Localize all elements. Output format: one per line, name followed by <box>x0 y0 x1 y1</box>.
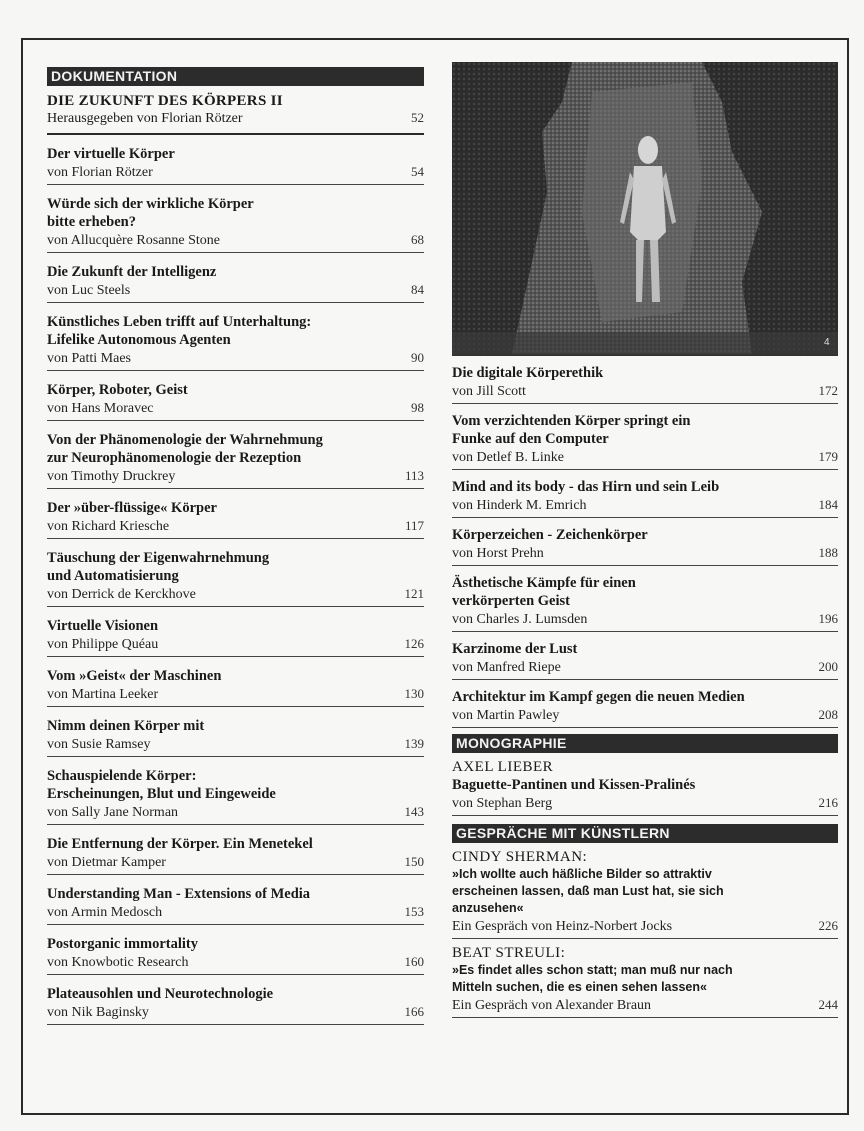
divider <box>452 1017 838 1018</box>
toc-entry-title: Von der Phänomenologie der Wahrnehmung zur Neurophänomenologie der Rezeption <box>47 432 323 466</box>
divider <box>47 874 424 875</box>
cover-photo <box>452 62 838 356</box>
toc-entry-page: 84 <box>411 282 424 297</box>
toc-entry <box>452 526 838 566</box>
toc-entry-page: 117 <box>404 518 424 533</box>
toc-entry-row <box>452 706 838 724</box>
toc-entry-page: 160 <box>404 954 424 969</box>
toc-entry <box>452 574 838 632</box>
toc-entry-title: Understanding Man - Extensions of Media <box>47 886 311 902</box>
toc-entry-row <box>47 685 424 703</box>
dossier-editor: Herausgegeben von Florian Rötzer <box>47 111 243 126</box>
divider <box>47 370 424 371</box>
toc-entry-author: von Timothy Druckrey <box>47 469 176 484</box>
toc-entry-title: Künstliches Leben trifft auf Unterhaltung: Lifelike Autonomous Agenten <box>47 314 312 348</box>
toc-entry-row <box>47 1003 424 1021</box>
interview-quote: »Ich wollte auch häßliche Bilder so attraktiv erscheinen lassen, daß man Lust hat, sie sich anzusehen« <box>452 867 724 915</box>
divider <box>47 924 424 925</box>
divider <box>47 1024 424 1025</box>
interview-page: 244 <box>818 997 838 1012</box>
toc-entry-page: 179 <box>818 449 838 464</box>
toc-entry-row <box>47 467 424 485</box>
toc-entry-author: von Sally Jane Norman <box>47 805 179 820</box>
interview-row <box>452 917 838 935</box>
divider <box>452 631 838 632</box>
toc-entry-page: 139 <box>404 736 424 751</box>
toc-entry-page: 54 <box>411 164 424 179</box>
toc-entry-author: von Martina Leeker <box>47 687 159 702</box>
dossier-page: 52 <box>411 110 424 125</box>
toc-entry-author: von Luc Steels <box>47 283 131 298</box>
toc-entry-title: Schauspielende Körper: Erscheinungen, Blut und Eingeweide <box>47 768 276 802</box>
toc-entry-page: 121 <box>404 586 424 601</box>
interview-page: 226 <box>818 918 838 933</box>
toc-entry-row <box>452 448 838 466</box>
toc-entry <box>47 431 424 489</box>
toc-entry-row <box>452 610 838 628</box>
toc-entry <box>47 885 424 925</box>
left-column <box>47 67 424 1025</box>
divider <box>47 184 424 185</box>
toc-entry <box>47 549 424 607</box>
interview-quote: »Es findet alles schon statt; man muß nur nach Mitteln suchen, die es einen sehen lassen« <box>452 963 733 994</box>
toc-entry-title: Postorganic immortality <box>47 936 199 952</box>
toc-entry <box>452 640 838 680</box>
toc-entry-row <box>452 382 838 400</box>
toc-entry-author: von Dietmar Kamper <box>47 855 166 870</box>
toc-entry-page: 90 <box>411 350 424 365</box>
toc-entry <box>47 835 424 875</box>
toc-entry-author: von Charles J. Lumsden <box>452 612 588 627</box>
toc-entry-row <box>47 281 424 299</box>
toc-entry-author: von Hans Moravec <box>47 401 154 416</box>
divider <box>47 420 424 421</box>
toc-entry-page: 196 <box>818 611 838 626</box>
section-header-monographie: MONOGRAPHIE <box>452 734 838 753</box>
right-column <box>452 62 838 1018</box>
divider <box>47 488 424 489</box>
toc-entry-author: von Richard Kriesche <box>47 519 170 534</box>
toc-entry <box>47 499 424 539</box>
toc-entry <box>452 364 838 404</box>
monographie-page: 216 <box>818 795 838 810</box>
toc-entry <box>47 263 424 303</box>
toc-entry <box>47 195 424 253</box>
toc-entry-title: Täuschung der Eigenwahrnehmung und Automatisierung <box>47 550 270 584</box>
toc-entry-page: 188 <box>818 545 838 560</box>
toc-entry-row <box>47 399 424 417</box>
interview-author: Ein Gespräch von Heinz-Norbert Jocks <box>452 919 673 934</box>
toc-entry <box>47 313 424 371</box>
divider <box>452 565 838 566</box>
toc-entry-row <box>47 735 424 753</box>
divider <box>452 938 838 939</box>
toc-entry-row <box>47 635 424 653</box>
toc-entry <box>452 478 838 518</box>
divider <box>47 974 424 975</box>
toc-entry-title: Würde sich der wirkliche Körper bitte erheben? <box>47 196 254 230</box>
toc-entry-author: von Jill Scott <box>452 384 526 399</box>
divider <box>452 727 838 728</box>
monographie-author: von Stephan Berg <box>452 796 553 811</box>
toc-entry-title: Der virtuelle Körper <box>47 146 175 162</box>
divider <box>452 403 838 404</box>
toc-entry <box>47 381 424 421</box>
toc-entry-title: Die digitale Körperethik <box>452 365 604 381</box>
toc-entry <box>47 985 424 1025</box>
toc-entry-page: 130 <box>404 686 424 701</box>
toc-entry-title: Ästhetische Kämpfe für einen verkörperten Geist <box>452 575 636 609</box>
toc-entry-title: Die Zukunft der Intelligenz <box>47 264 217 280</box>
monographie-artist: AXEL LIEBER <box>452 759 554 775</box>
toc-entry-title: Karzinome der Lust <box>452 641 578 657</box>
toc-entry-author: von Patti Maes <box>47 351 131 366</box>
left-entry-list <box>47 145 424 1025</box>
toc-entry-row <box>452 496 838 514</box>
toc-entry-author: von Philippe Quéau <box>47 637 159 652</box>
toc-entry-author: von Nik Baginsky <box>47 1005 149 1020</box>
toc-entry-row <box>47 803 424 821</box>
toc-entry-title: Vom verzichtenden Körper springt ein Funke auf den Computer <box>452 413 691 447</box>
toc-entry-page: 150 <box>404 854 424 869</box>
dossier-title: DIE ZUKUNFT DES KÖRPERS II <box>47 93 283 109</box>
divider <box>47 756 424 757</box>
divider <box>47 133 424 135</box>
toc-entry <box>47 617 424 657</box>
photo-mark: 4 <box>824 337 830 348</box>
toc-entry-title: Vom »Geist« der Maschinen <box>47 668 222 684</box>
toc-entry-author: von Horst Prehn <box>452 546 544 561</box>
toc-entry-author: von Manfred Riepe <box>452 660 561 675</box>
divider <box>47 706 424 707</box>
section-header-gespraeche: GESPRÄCHE MIT KÜNSTLERN <box>452 824 838 843</box>
toc-entry-page: 200 <box>818 659 838 674</box>
toc-entry-author: von Armin Medosch <box>47 905 163 920</box>
divider <box>47 656 424 657</box>
toc-entry-author: von Derrick de Kerckhove <box>47 587 196 602</box>
toc-entry-author: von Knowbotic Research <box>47 955 189 970</box>
divider <box>47 302 424 303</box>
toc-entry <box>47 667 424 707</box>
toc-entry-page: 166 <box>404 1004 424 1019</box>
toc-entry-page: 184 <box>818 497 838 512</box>
toc-entry <box>452 412 838 470</box>
section-header-dokumentation: DOKUMENTATION <box>47 67 424 86</box>
toc-entry-page: 68 <box>411 232 424 247</box>
interview-artist: BEAT STREULI: <box>452 945 566 961</box>
toc-entry-row <box>47 585 424 603</box>
toc-entry-page: 98 <box>411 400 424 415</box>
divider <box>452 679 838 680</box>
toc-entry-title: Nimm deinen Körper mit <box>47 718 205 734</box>
interview-list <box>452 849 838 1018</box>
toc-entry-author: von Allucquère Rosanne Stone <box>47 233 221 248</box>
toc-entry-title: Körper, Roboter, Geist <box>47 382 188 398</box>
interview-entry <box>452 849 838 939</box>
divider <box>47 606 424 607</box>
toc-entry-title: Virtuelle Visionen <box>47 618 159 634</box>
divider <box>47 252 424 253</box>
toc-entry-author: von Hinderk M. Emrich <box>452 498 587 513</box>
monographie-entry <box>452 794 838 816</box>
toc-entry-page: 153 <box>404 904 424 919</box>
toc-entry-row <box>452 658 838 676</box>
divider <box>452 815 838 816</box>
interview-artist: CINDY SHERMAN: <box>452 849 588 865</box>
toc-entry-title: Die Entfernung der Körper. Ein Menetekel <box>47 836 313 852</box>
toc-entry <box>452 688 838 728</box>
toc-entry-title: Mind and its body - das Hirn und sein Leib <box>452 479 720 495</box>
toc-entry <box>47 935 424 975</box>
toc-entry-row <box>47 231 424 249</box>
right-entry-list <box>452 364 838 728</box>
toc-entry-author: von Florian Rötzer <box>47 165 153 180</box>
toc-entry <box>47 145 424 185</box>
toc-entry <box>47 717 424 757</box>
interview-author: Ein Gespräch von Alexander Braun <box>452 998 652 1013</box>
toc-entry-page: 113 <box>404 468 424 483</box>
toc-entry-author: von Detlef B. Linke <box>452 450 564 465</box>
toc-entry-page: 126 <box>404 636 424 651</box>
divider <box>452 469 838 470</box>
toc-entry-page: 143 <box>404 804 424 819</box>
toc-entry-author: von Martin Pawley <box>452 708 560 723</box>
monographie-title: Baguette-Pantinen und Kissen-Pralinés <box>452 777 696 793</box>
toc-entry-title: Architektur im Kampf gegen die neuen Medien <box>452 689 745 705</box>
toc-entry-title: Körperzeichen - Zeichenkörper <box>452 527 648 543</box>
toc-entry-row <box>47 853 424 871</box>
toc-entry-row <box>47 953 424 971</box>
interview-row <box>452 996 838 1014</box>
toc-entry-row <box>47 349 424 367</box>
divider <box>47 538 424 539</box>
toc-entry-row <box>452 544 838 562</box>
toc-entry-row <box>47 903 424 921</box>
dossier-editor-row <box>47 110 424 127</box>
toc-entry-page: 208 <box>818 707 838 722</box>
photo-figure-image <box>452 62 838 354</box>
toc-entry <box>47 767 424 825</box>
interview-entry <box>452 945 838 1018</box>
divider <box>452 517 838 518</box>
toc-entry-page: 172 <box>818 383 838 398</box>
toc-entry-row <box>47 163 424 181</box>
toc-entry-row <box>47 517 424 535</box>
divider <box>47 824 424 825</box>
toc-entry-author: von Susie Ramsey <box>47 737 151 752</box>
toc-entry-title: Plateausohlen und Neurotechnologie <box>47 986 274 1002</box>
toc-entry-title: Der »über-flüssige« Körper <box>47 500 217 516</box>
